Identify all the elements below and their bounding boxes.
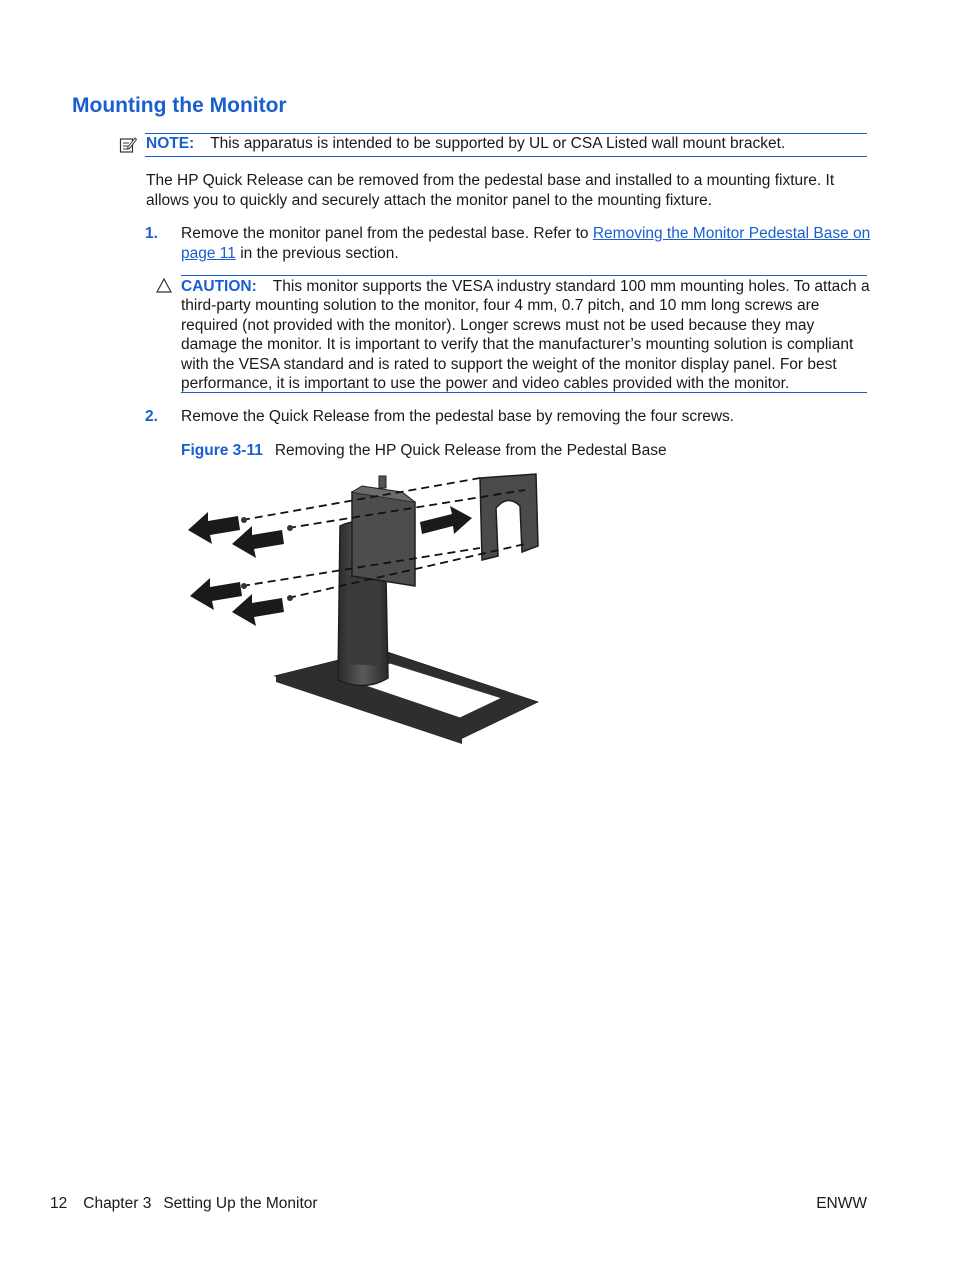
note-text: This apparatus is intended to be supported by UL or CSA Listed wall mount bracket. <box>210 135 786 152</box>
step-1-text <box>181 224 871 263</box>
step-1-text-before: Remove the monitor panel from the pedestal base. Refer to <box>181 225 593 242</box>
section-title: Mounting the Monitor <box>72 94 287 117</box>
pedestal-base-link[interactable]: Removing the Monitor Pedestal Base on page 11 <box>181 225 871 262</box>
note <box>146 134 785 153</box>
step-2-number: 2. <box>145 408 158 425</box>
step-1-number: 1. <box>145 225 158 242</box>
doc-code: ENWW <box>816 1195 867 1212</box>
step-2-text: Remove the Quick Release from the pedestal base by removing the four screws. <box>181 408 735 425</box>
intro-paragraph: The HP Quick Release can be removed from the pedestal base and installed to a mounting fixture. It allows you to quickly and securely attach the monitor panel to the mounting fixture. <box>146 172 835 209</box>
figure-label: Figure 3-11 <box>181 442 263 459</box>
figure-caption <box>181 441 667 461</box>
chapter-label: Chapter 3 <box>83 1195 152 1212</box>
footer-left <box>50 1194 318 1213</box>
caution <box>181 277 871 393</box>
caution-triangle-icon <box>156 278 172 293</box>
step-1-text-after: in the previous section. <box>235 244 399 262</box>
caution-label: CAUTION: <box>181 278 257 295</box>
quick-release-removal-illustration <box>180 466 550 744</box>
note-icon <box>119 136 137 154</box>
caution-text: This monitor supports the VESA industry standard 100 mm mounting holes. To attach a third-party mounting solution to the monitor, four 4 mm, 0.7 pitch, and 10 mm long screws are required (not provided with the monitor). Longer screws must not be used because they may damage the monitor. It is important to verify that the manufacturer’s mounting solution is compliant with the VESA standard and is rated to support the weight of the monitor display panel. For best performance, it is important to use the power and video cables provided with the monitor. <box>181 278 870 393</box>
page-number: 12 <box>50 1195 68 1212</box>
note-label: NOTE: <box>146 135 195 152</box>
chapter-title: Setting Up the Monitor <box>163 1195 318 1212</box>
figure-caption-text: Removing the HP Quick Release from the Pedestal Base <box>274 442 667 459</box>
